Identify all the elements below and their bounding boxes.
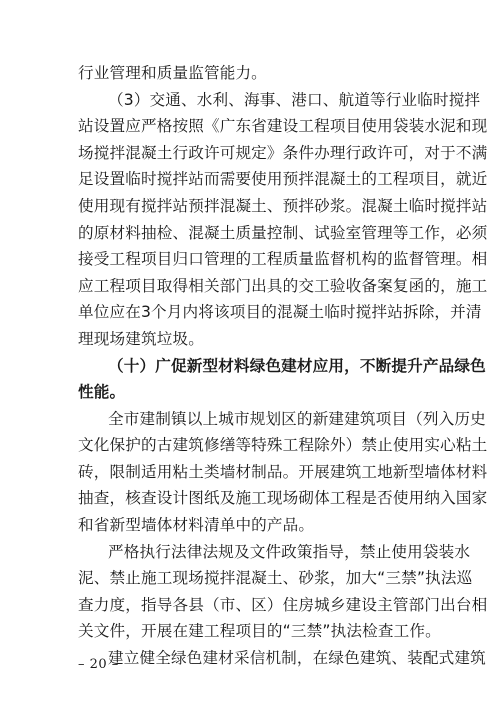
text-line: 关文件，开展在建工程项目的“三禁”执法检查工作。 <box>78 622 441 641</box>
text-line: 和省新型墙体材料清单中的产品。 <box>78 516 315 534</box>
text-line: 场搅拌混凝土行政许可规定》条件办理行政许可，对于不满 <box>78 143 488 162</box>
text-line: 应工程项目取得相关部门出具的交工验收备案复函的，施工 <box>78 276 488 295</box>
text-line: 文化保护的古建筑修缮等特殊工程除外）禁止使用实心粘土 <box>78 436 488 455</box>
text-line: 的原材料抽检、混凝土质量控制、试验室管理等工作，必须 <box>78 223 488 242</box>
text-line: （3）交通、水利、海事、港口、航道等行业临时搅拌 <box>108 90 481 109</box>
text-line: 砖，限制适用粘土类墙材制品。开展建筑工地新型墙体材料 <box>78 462 488 481</box>
text-line: 足设置临时搅拌站而需要使用预拌混凝土的工程项目，就近 <box>78 170 488 189</box>
section-heading: （十）广促新型材料绿色建材应用，不断提升产品绿色 <box>108 356 486 375</box>
text-line: 单位应在3个月内将该项目的混凝土临时搅拌站拆除，并清 <box>78 303 482 322</box>
text-line: 理现场建筑垃圾。 <box>78 329 204 348</box>
text-line: 查力度，指导各县（市、区）住房城乡建设主管部门出台相 <box>78 595 488 614</box>
text-line: 使用现有搅拌站预拌混凝土、预拌砂浆。混凝土临时搅拌站 <box>78 196 488 215</box>
text-line: 抽查，核查设计图纸及施工现场砌体工程是否使用纳入国家 <box>78 489 488 508</box>
text-line: 行业管理和质量监管能力。 <box>78 64 267 82</box>
text-line: 站设置应严格按照《广东省建设工程项目使用袋装水泥和现 <box>78 117 488 136</box>
text-line: 严格执行法律法规及文件政策指导，禁止使用袋装水 <box>108 542 471 561</box>
page-number: – 20 – <box>78 657 119 672</box>
text-line: 全市建制镇以上城市规划区的新建建筑项目（列入历史 <box>108 409 486 428</box>
text-line: 泥、禁止施工现场搅拌混凝土、砂浆，加大“三禁”执法巡 <box>78 569 473 588</box>
section-heading: 性能。 <box>78 383 126 402</box>
text-line: 建立健全绿色建材采信机制，在绿色建筑、装配式建筑 <box>108 649 486 667</box>
text-line: 接受工程项目归口管理的工程质量监督机构的监督管理。相 <box>78 250 488 269</box>
